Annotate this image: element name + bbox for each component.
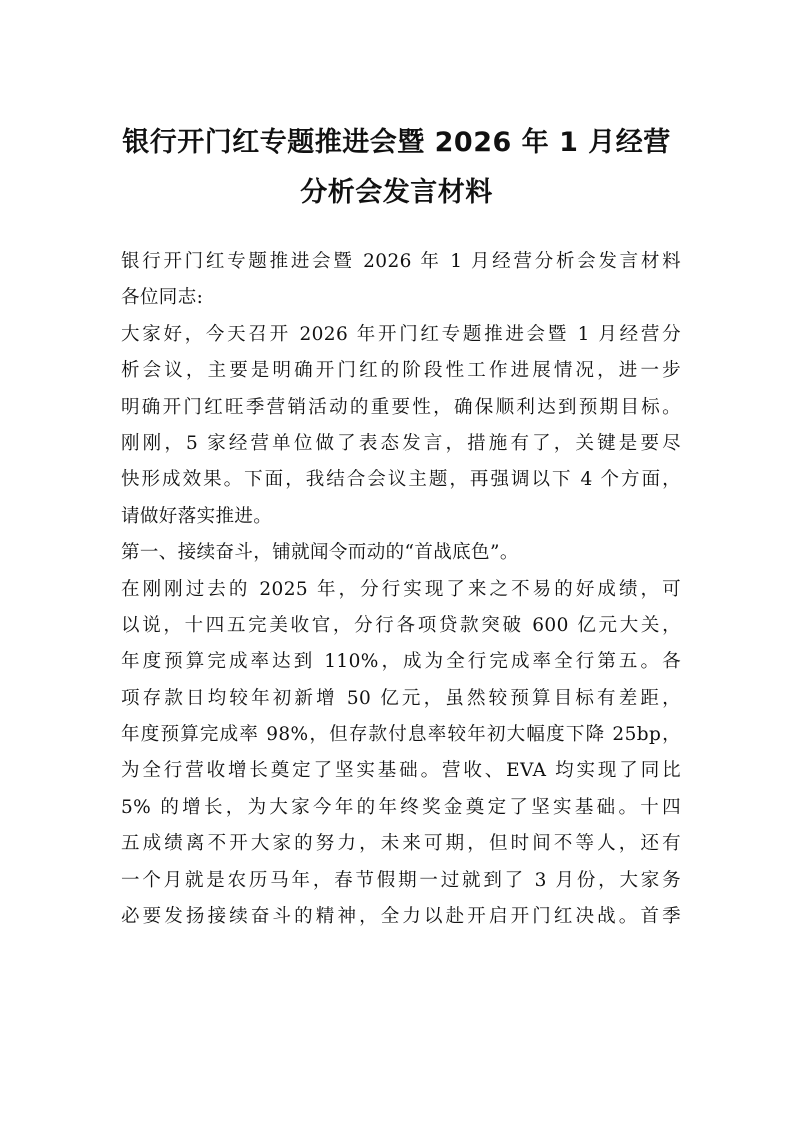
body-line: 明确开门红旺季营销活动的重要性，确保顺利达到预期目标。 (121, 396, 681, 418)
body-line: 一个月就是农历马年，春节假期一过就到了 3 月份，大家务 (121, 869, 681, 891)
body-line: 刚刚，5 家经营单位做了表态发言，措施有了，关键是要尽 (121, 432, 681, 454)
body-line: 项存款日均较年初新增 50 亿元，虽然较预算目标有差距， (121, 687, 681, 709)
body-line: 析会议，主要是明确开门红的阶段性工作进展情况，进一步 (121, 360, 681, 382)
body-line: 年度预算完成率 98%，但存款付息率较年初大幅度下降 25bp， (121, 724, 681, 746)
body-line: 在刚刚过去的 2025 年，分行实现了来之不易的好成绩，可 (121, 578, 681, 600)
body-line: 第一、接续奋斗，铺就闻令而动的“首战底色”。 (121, 542, 519, 564)
body-line: 5% 的增长，为大家今年的年终奖金奠定了坚实基础。十四 (121, 796, 681, 818)
body-line: 请做好落实推进。 (121, 505, 273, 527)
body-line: 各位同志: (121, 287, 204, 309)
body-line: 年度预算完成率达到 110%，成为全行完成率全行第五。各 (121, 651, 681, 673)
document-body (121, 244, 681, 935)
title-line-1: 银行开门红专题推进会暨 2026 年 1 月经营 (122, 127, 671, 158)
body-line: 大家好，今天召开 2026 年开门红专题推进会暨 1 月经营分 (121, 323, 681, 345)
body-line: 五成绩离不开大家的努力，未来可期，但时间不等人，还有 (121, 833, 681, 855)
title-line-2: 分析会发言材料 (300, 177, 493, 208)
body-line: 银行开门红专题推进会暨 2026 年 1 月经营分析会发言材料 (121, 251, 681, 272)
body-line: 必要发扬接续奋斗的精神，全力以赴开启开门红决战。首季 (121, 906, 681, 928)
document-title (60, 118, 733, 218)
body-line: 为全行营收增长奠定了坚实基础。营收、EVA 均实现了同比 (121, 760, 681, 782)
body-line: 快形成效果。下面，我结合会议主题，再强调以下 4 个方面， (121, 469, 681, 491)
body-line: 以说，十四五完美收官，分行各项贷款突破 600 亿元大关， (121, 614, 681, 636)
